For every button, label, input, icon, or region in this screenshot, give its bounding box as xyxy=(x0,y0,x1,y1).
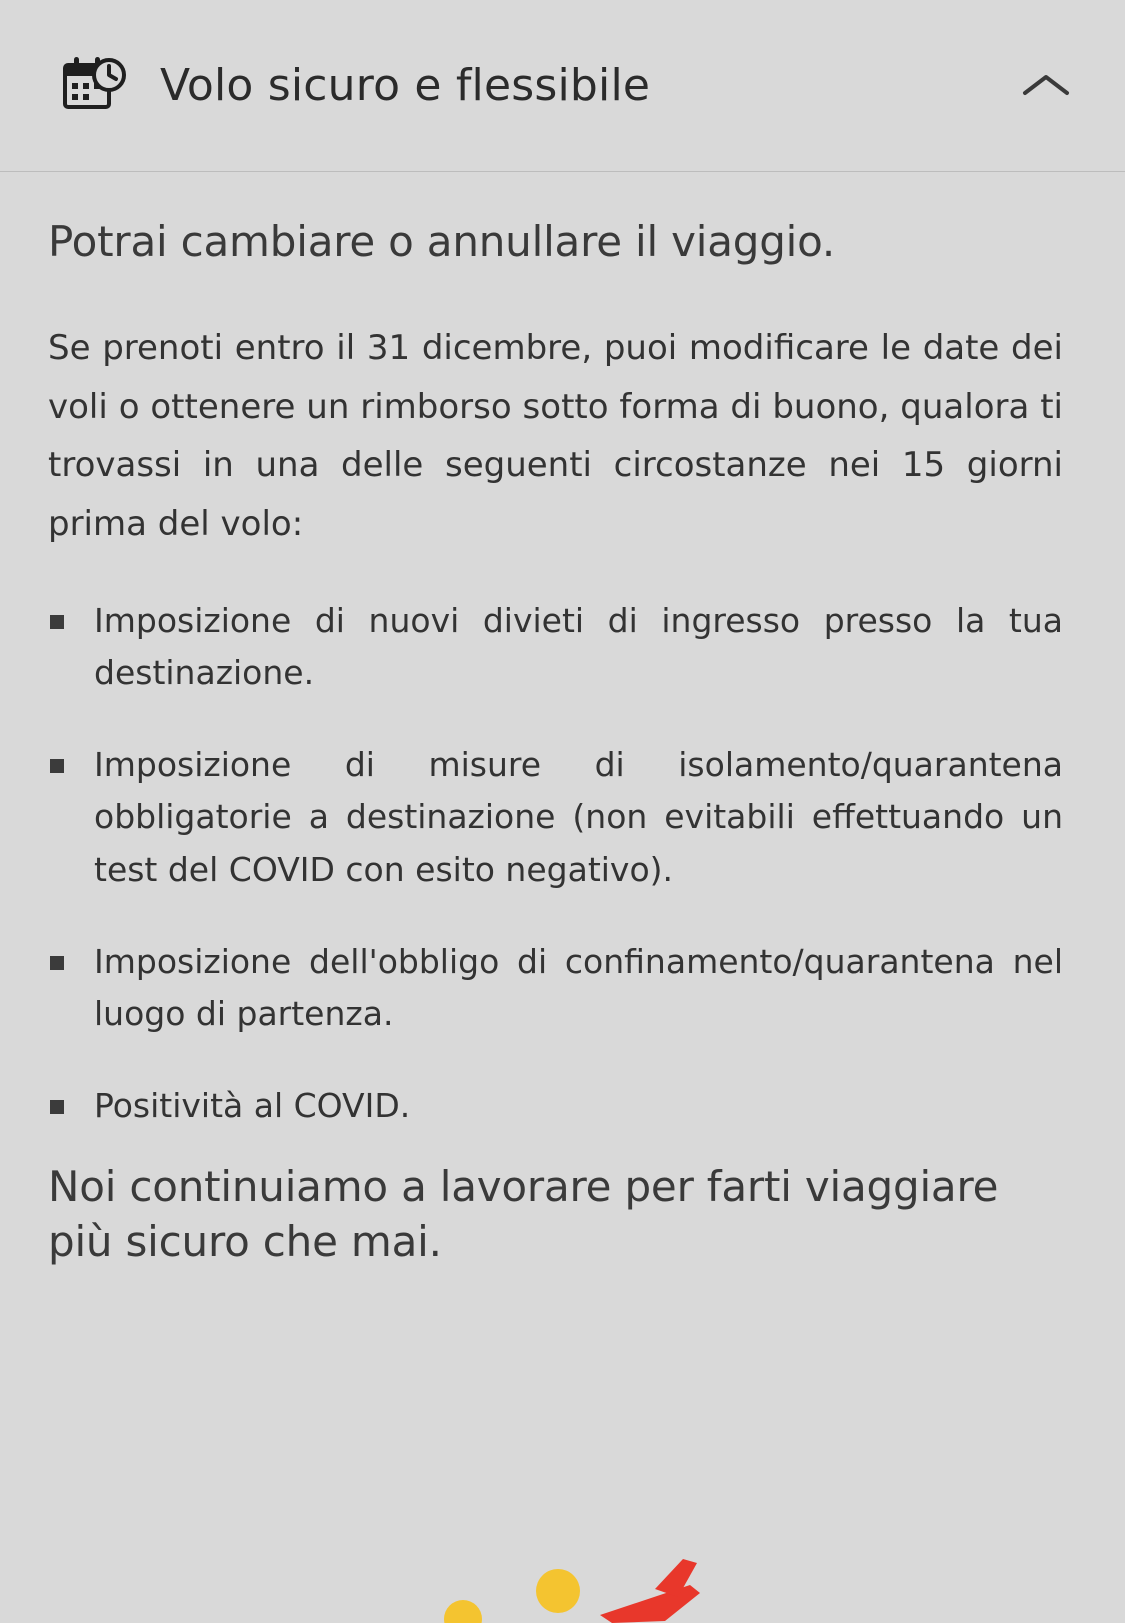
list-item xyxy=(48,739,1073,895)
accordion-header[interactable] xyxy=(0,0,1125,172)
list-item-label: Imposizione di misure di isolamento/quarantena obbligatorie a destinazione (non evitabili effettuando un test del COVID con esito negativo). xyxy=(94,745,1063,889)
calendar-clock-icon xyxy=(62,53,128,119)
list-item-label: Imposizione di nuovi divieti di ingresso presso la tua destinazione. xyxy=(94,601,1063,693)
list-item xyxy=(48,595,1073,699)
page-title: Volo sicuro e flessibile xyxy=(160,60,651,111)
lead-heading: Potrai cambiare o annullare il viaggio. xyxy=(48,217,836,266)
bullet-square-icon xyxy=(50,1100,64,1114)
bullet-square-icon xyxy=(50,759,64,773)
conditions-list xyxy=(48,595,1073,1132)
list-item-label: Imposizione dell'obbligo di confinamento/quarantena nel luogo di partenza. xyxy=(94,941,1063,1033)
list-item xyxy=(48,1080,1073,1132)
policy-paragraph: Se prenoti entro il 31 dicembre, puoi modificare le date dei voli o ottenere un rimborso sotto forma di buono, qualora ti trovassi in una delle seguenti circostanze nei 15 giorni prima del volo: xyxy=(48,328,1063,544)
list-item-label: Positività al COVID. xyxy=(94,1085,411,1125)
bullet-square-icon xyxy=(50,615,64,629)
bullet-square-icon xyxy=(50,956,64,970)
list-item xyxy=(48,936,1073,1040)
accordion-content xyxy=(0,172,1125,1623)
closing-heading: Noi continuiamo a lavorare per farti viaggiare più sicuro che mai. xyxy=(48,1162,999,1266)
chevron-up-icon[interactable] xyxy=(1019,59,1073,113)
